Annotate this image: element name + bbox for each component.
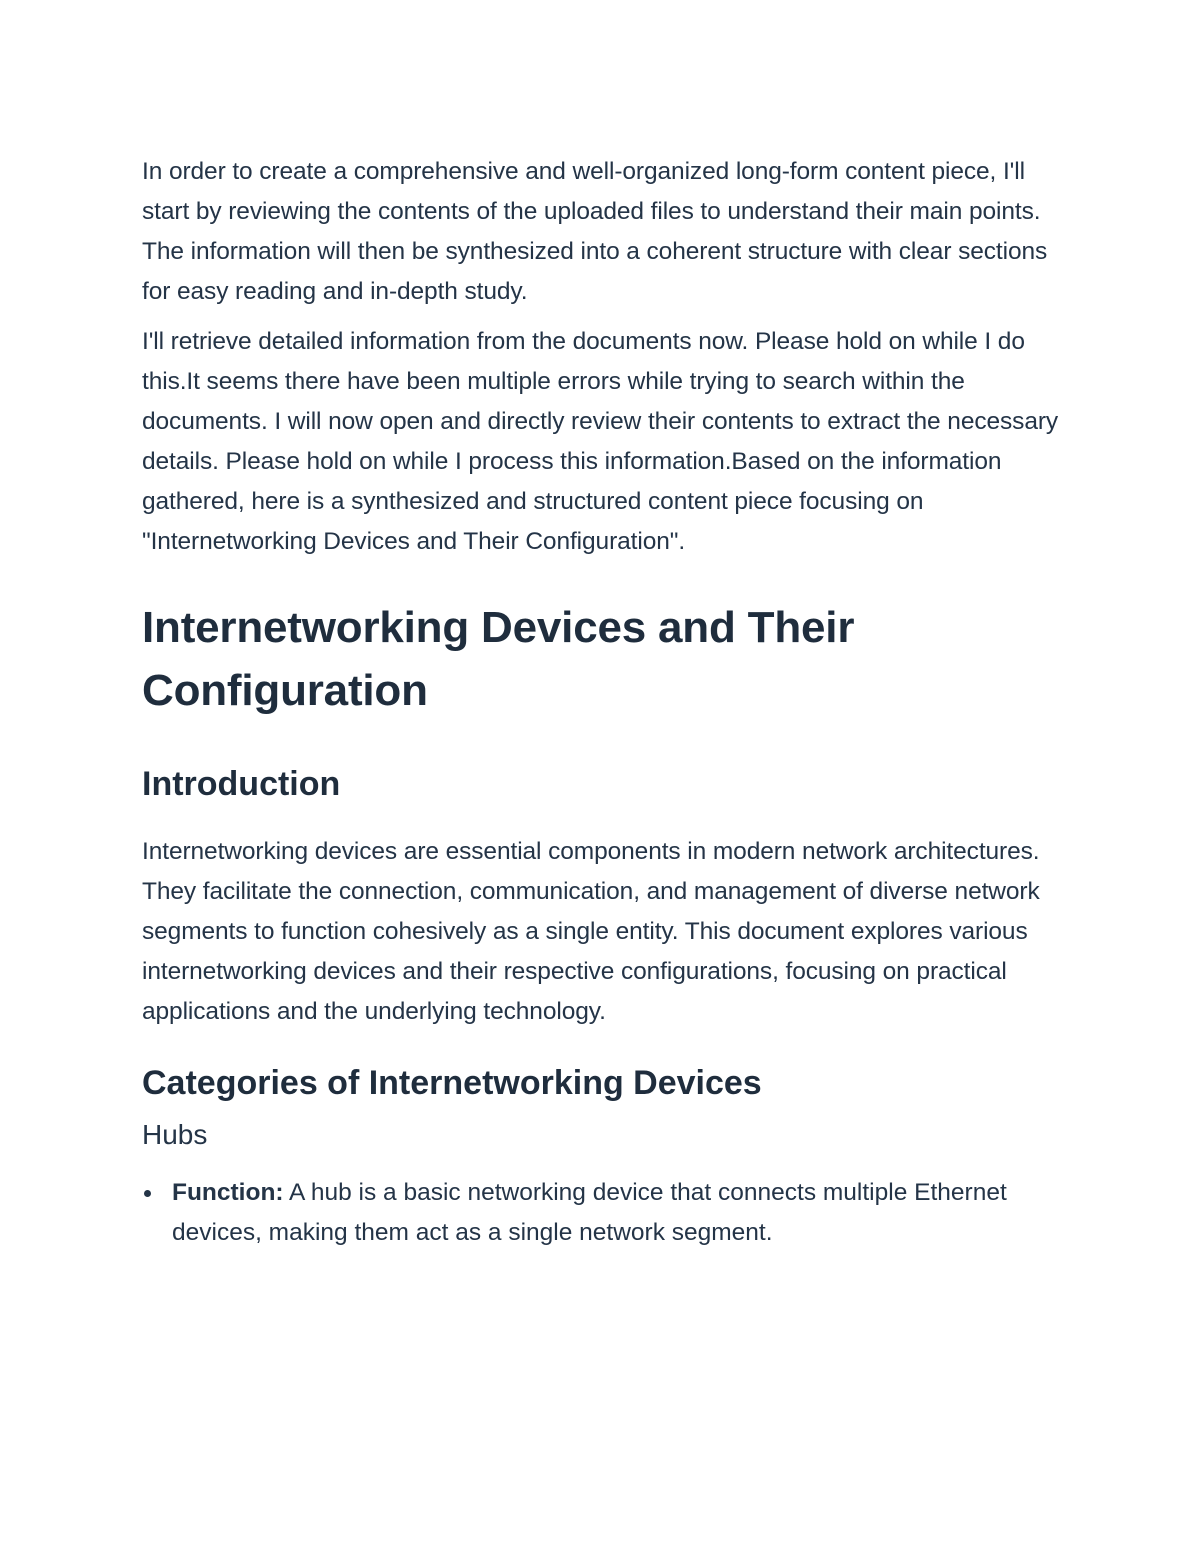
list-item-text: A hub is a basic networking device that connects multiple Ethernet devices, making them act as a single network segment.: [172, 1179, 1007, 1246]
introduction-text: Internetworking devices are essential components in modern network architectures. They facilitate the connection, communication, and management of diverse network segments to function cohesively as a single entity. This document explores various internetworking devices and their respective configurations, focusing on practical applications and the underlying technology.: [142, 838, 1040, 1025]
bullet-icon: [144, 1190, 151, 1197]
introduction-heading: Introduction: [142, 765, 341, 803]
hubs-list: [142, 1173, 1067, 1253]
categories-heading: Categories of Internetworking Devices: [142, 1064, 762, 1102]
document-page: [142, 152, 1067, 1253]
intro-paragraph-1: In order to create a comprehensive and well-organized long-form content piece, I'll start by reviewing the contents of the uploaded files to understand their main points. The information will then be synthesized into a coherent structure with clear sections for easy reading and in-depth study.: [142, 158, 1048, 305]
list-item: [142, 1173, 1067, 1253]
intro-paragraph-2: I'll retrieve detailed information from the documents now. Please hold on while I do this.It seems there have been multiple errors while trying to search within the documents. I will now open and directly review their contents to extract the necessary details. Please hold on while I process this information.Based on the information gathered, here is a synthesized and structured content piece focusing on "Internetworking Devices and Their Configuration".: [142, 328, 1059, 555]
hubs-heading: Hubs: [142, 1119, 208, 1150]
list-item-label: Function:: [172, 1179, 284, 1206]
document-title: Internetworking Devices and Their Configuration: [142, 603, 855, 715]
